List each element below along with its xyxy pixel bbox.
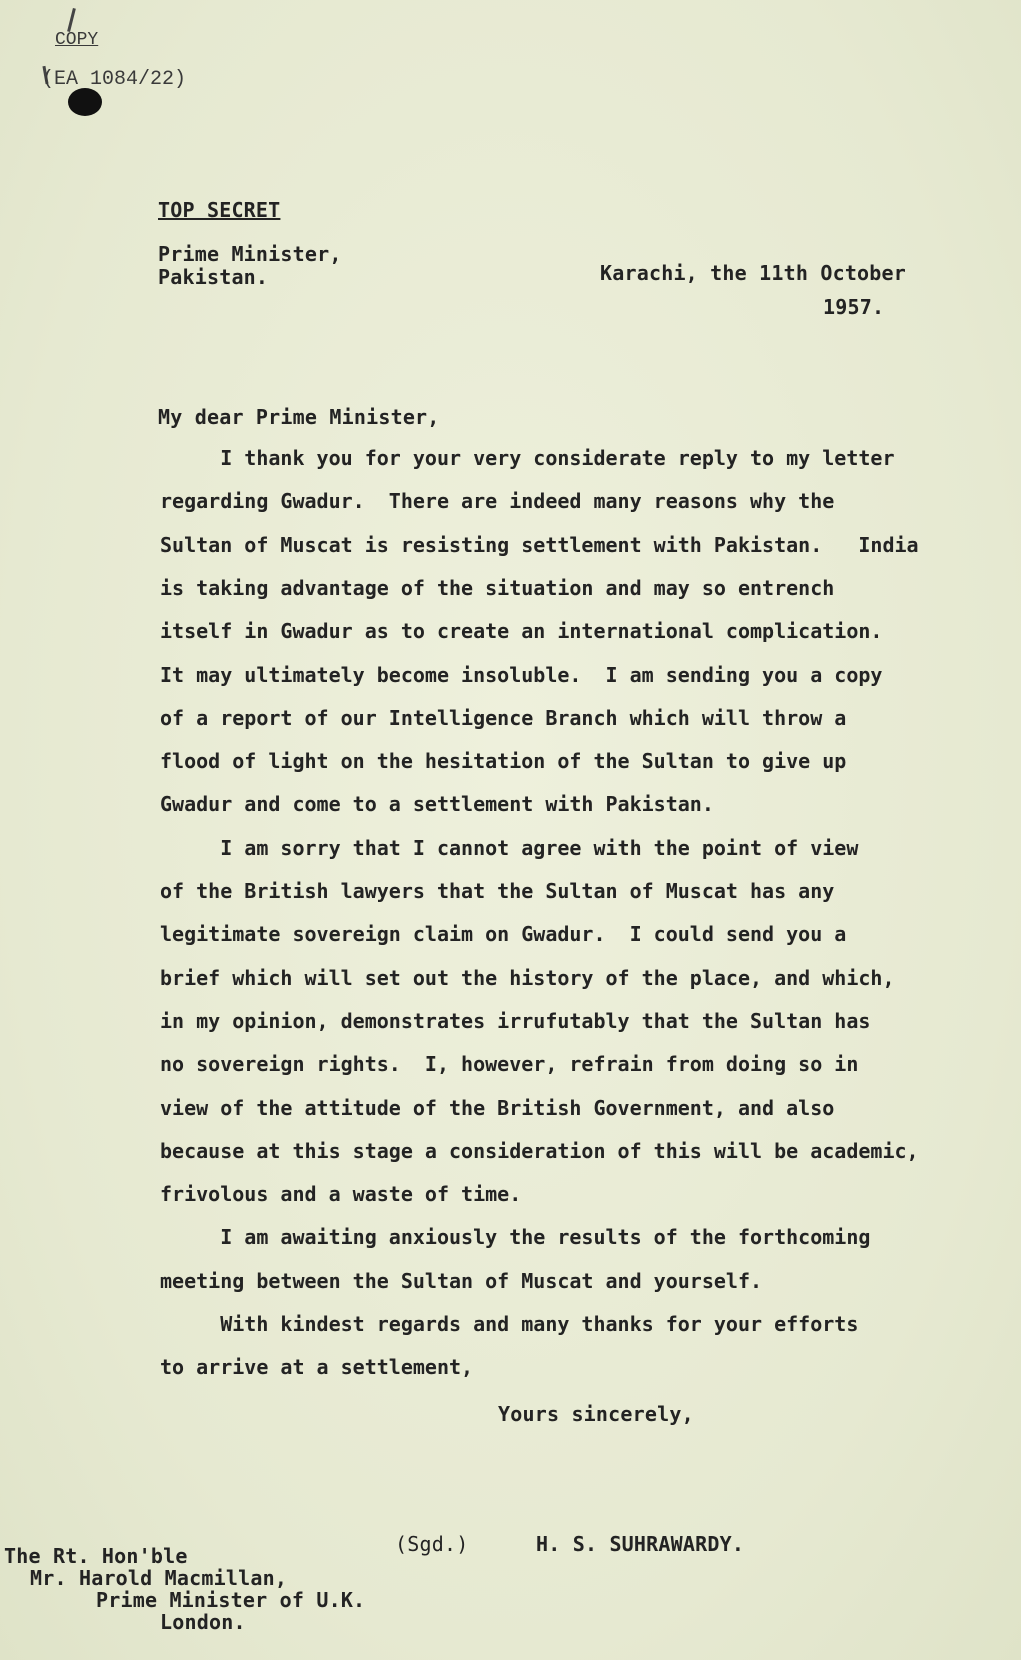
body-line: regarding Gwadur. There are indeed many reasons why the: [160, 489, 835, 514]
recipient-line-2: Mr. Harold Macmillan,: [30, 1566, 288, 1590]
recipient-line-3: Prime Minister of U.K.: [96, 1588, 366, 1612]
body-line: no sovereign rights. I, however, refrain from doing so in: [160, 1052, 859, 1077]
closing: Yours sincerely,: [498, 1402, 694, 1426]
body-line: flood of light on the hesitation of the Sultan to give up: [160, 749, 847, 774]
recipient-line-1: The Rt. Hon'ble: [4, 1544, 188, 1568]
ink-mark: [67, 8, 76, 32]
reference-number: (EA 1084/22): [42, 68, 187, 91]
body-line: It may ultimately become insoluble. I am sending you a copy: [160, 662, 883, 687]
ink-blot: [68, 88, 102, 116]
body-line: I am sorry that I cannot agree with the point of view: [160, 835, 859, 860]
body-line: brief which will set out the history of the place, and which,: [160, 965, 895, 990]
copy-mark: COPY: [55, 30, 99, 50]
body-line: With kindest regards and many thanks for your efforts: [160, 1312, 859, 1336]
signature-name: H. S. SUHRAWARDY.: [536, 1532, 745, 1556]
recipient-line-4: London.: [160, 1610, 246, 1634]
body-line: Sultan of Muscat is resisting settlement with Pakistan. India: [160, 532, 919, 557]
date-line-1: Karachi, the 11th October: [600, 261, 907, 285]
body-line: legitimate sovereign claim on Gwadur. I could send you a: [160, 922, 847, 947]
salutation: My dear Prime Minister,: [158, 405, 440, 429]
body-line: of a report of our Intelligence Branch which will throw a: [160, 705, 847, 730]
body-line: because at this stage a consideration of this will be academic,: [160, 1138, 919, 1163]
body-line: I am awaiting anxiously the results of the forthcoming: [160, 1225, 871, 1250]
body-line: I thank you for your very considerate reply to my letter: [160, 446, 895, 470]
body-line: in my opinion, demonstrates irrufutably that the Sultan has: [160, 1008, 871, 1033]
body-line: meeting between the Sultan of Muscat and yourself.: [160, 1268, 763, 1293]
body-line: Gwadur and come to a settlement with Pakistan.: [160, 792, 714, 817]
body-line: of the British lawyers that the Sultan of Muscat has any: [160, 879, 835, 903]
signature-sgd: (Sgd.): [395, 1532, 469, 1556]
sender-line-2: Pakistan.: [158, 265, 269, 289]
body-line: is taking advantage of the situation and may so entrench: [160, 575, 835, 600]
body-line: view of the attitude of the British Government, and also: [160, 1095, 835, 1120]
classification-label: TOP SECRET: [158, 198, 281, 222]
body-line: itself in Gwadur as to create an international complication.: [160, 619, 883, 644]
date-line-2: 1957.: [823, 295, 885, 319]
body-line: to arrive at a settlement,: [160, 1355, 474, 1380]
sender-line-1: Prime Minister,: [158, 242, 342, 266]
body-line: frivolous and a waste of time.: [160, 1182, 522, 1207]
